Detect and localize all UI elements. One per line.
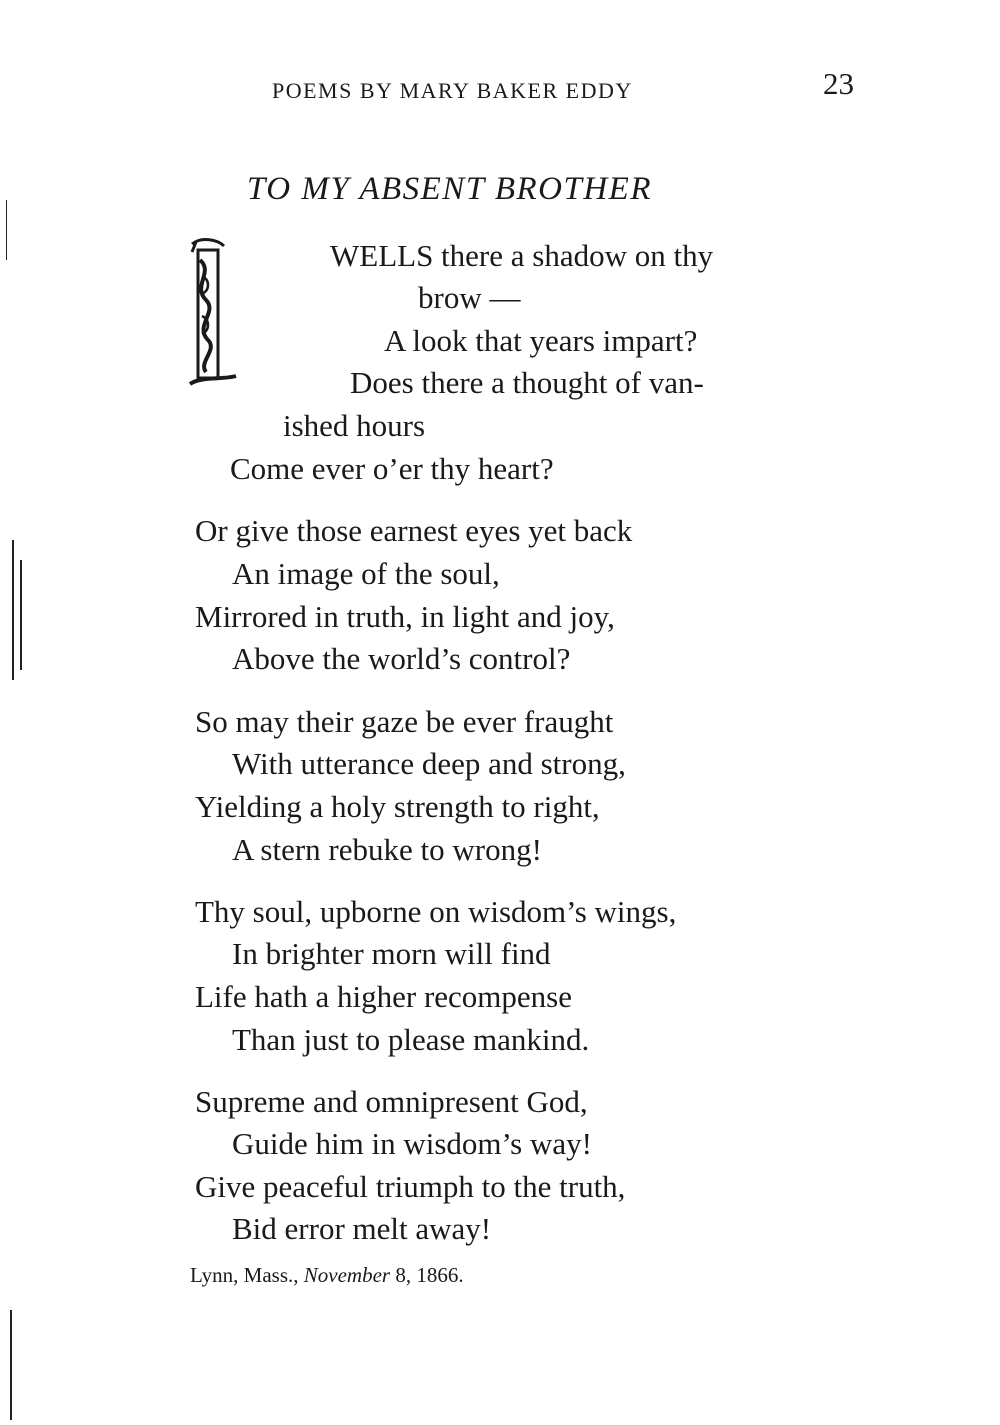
poem-line: brow —	[418, 280, 521, 315]
date-month: November	[303, 1263, 391, 1287]
scan-mark	[20, 560, 22, 670]
poem-line: Yielding a holy strength to right,	[195, 789, 600, 824]
poem-line: Life hath a higher recompense	[195, 979, 572, 1014]
poem-line: ished hours	[283, 408, 426, 443]
poem-line: So may their gaze be ever fraught	[195, 704, 614, 739]
scan-mark	[6, 200, 7, 260]
poem-title: TO MY ABSENT BROTHER	[247, 171, 652, 207]
poem-line: Bid error melt away!	[232, 1211, 492, 1246]
date-place: Lynn, Mass.,	[190, 1263, 299, 1287]
poem-line: With utterance deep and strong,	[232, 746, 626, 781]
poem-line: Guide him in wisdom’s way!	[232, 1126, 592, 1161]
poem-line: Mirrored in truth, in light and joy,	[195, 599, 615, 634]
scan-mark	[12, 540, 14, 680]
poem-line: WELLS there a shadow on thy	[330, 238, 714, 273]
poem-line: Thy soul, upborne on wisdom’s wings,	[195, 894, 677, 929]
poem-line: In brighter morn will find	[232, 936, 551, 971]
ornamental-dropcap-icon	[188, 236, 238, 392]
page-number: 23	[823, 66, 854, 101]
poem-line: Give peaceful triumph to the truth,	[195, 1169, 626, 1204]
poem-line: Above the world’s control?	[232, 641, 571, 676]
scan-mark	[10, 1310, 12, 1420]
date-rest: 8, 1866.	[395, 1263, 464, 1287]
poem-line: Than just to please mankind.	[232, 1022, 590, 1057]
poem-line: Does there a thought of van-	[350, 365, 704, 400]
poem-line: A stern rebuke to wrong!	[232, 832, 542, 867]
poem-line: Supreme and omnipresent God,	[195, 1084, 588, 1119]
running-header: POEMS BY MARY BAKER EDDY	[272, 78, 633, 103]
poem-line: An image of the soul,	[232, 556, 500, 591]
poem-line: Come ever o’er thy heart?	[230, 451, 554, 486]
date-line	[190, 1263, 464, 1288]
poem-line: Or give those earnest eyes yet back	[195, 513, 633, 548]
poem-line: A look that years impart?	[384, 323, 698, 358]
